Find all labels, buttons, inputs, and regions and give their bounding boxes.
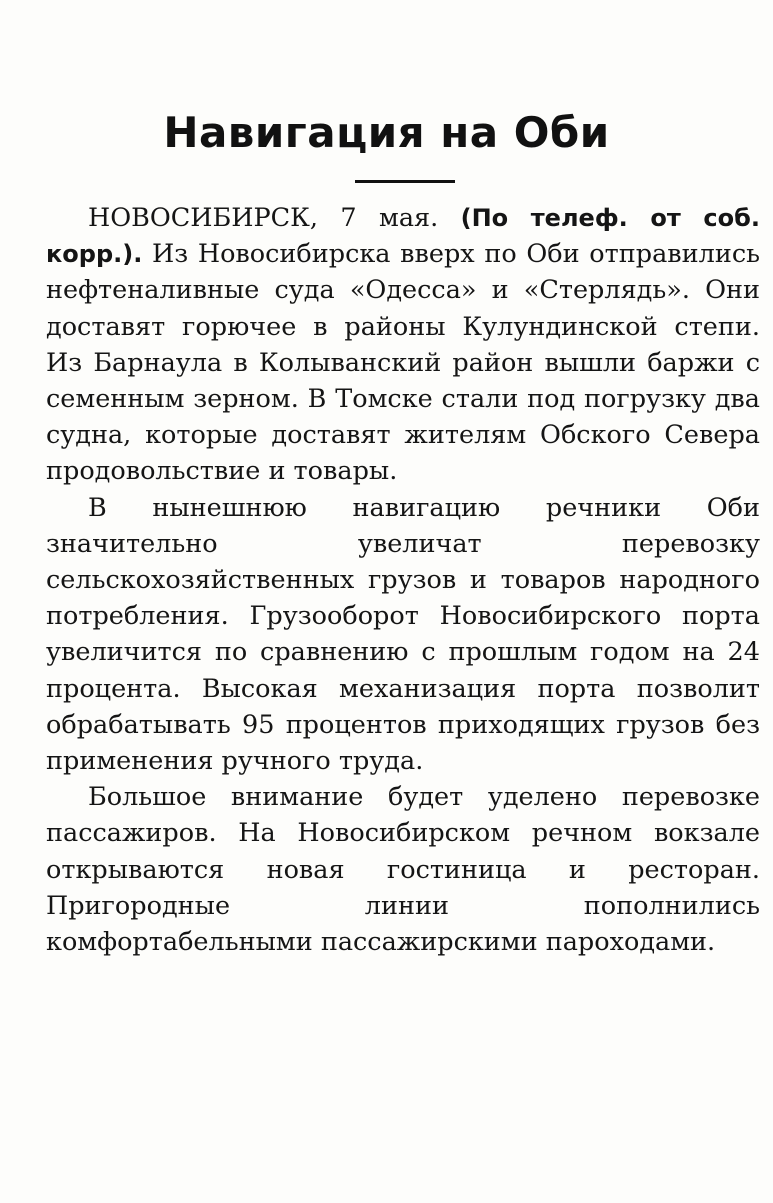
article-paragraph-1 bbox=[46, 200, 760, 490]
article-headline: Навигация на Оби bbox=[163, 108, 610, 157]
source-credit: (По телеф. от соб. корр.). bbox=[46, 204, 760, 269]
headline-divider bbox=[355, 180, 455, 183]
dateline: НОВОСИБИРСК, 7 мая. bbox=[88, 203, 439, 233]
article-paragraph-3: Большое внимание будет уделено перевозке пассажиров. На Новосибирском речном вокзале открываются новая гостиница и ресторан. Пригородные линии пополнились комфортабельными пассажирскими пароходами. bbox=[46, 782, 760, 958]
article-paragraph-2: В нынешнюю навигацию речники Оби значительно увеличат перевозку сельскохозяйственных грузов и товаров народного потребления. Грузооборот Новосибирского порта увеличится по сравнению с прошлым годом на 24 процента. Высокая механизация порта позволит обрабатывать 95 процентов приходящих грузов без применения ручного труда. bbox=[46, 492, 760, 777]
article-body bbox=[46, 200, 760, 960]
paragraph-1-text: Из Новосибирска вверх по Оби отправились нефтеналивные суда «Одесса» и «Стерлядь». Они доставят горючее в районы Кулундинской степи. Из Барнаула в Колыванский район вышли баржи с семенным зерном. В Томске стали под погрузку два судна, которые доставят жителям Обского Севера продовольствие и товары. bbox=[46, 239, 760, 487]
